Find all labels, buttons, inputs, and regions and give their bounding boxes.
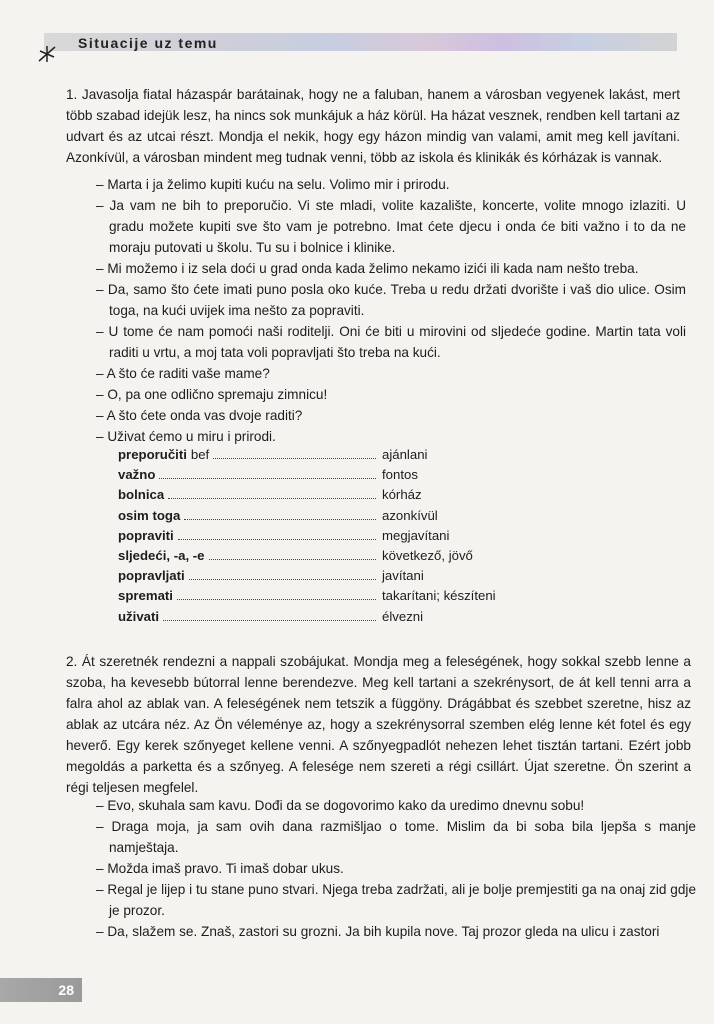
dialogue-line: – Ja vam ne bih to preporučio. Vi ste mladi, volite kazalište, koncerte, volite mnogo izlaziti. U gradu možete kupiti sve što vam je potrebno. Imat ćete djecu i onda će biti važno i to da ne moraju putovati u školu. Tu su i bolnice i klinike. (96, 195, 686, 258)
dialogue-line: – U tome će nam pomoći naši roditelji. Oni će biti u mirovini od sljedeće godine. Martin tata voli raditi u vrtu, a moj tata voli popravljati što treba na kući. (96, 321, 686, 363)
vocab-row (118, 487, 538, 507)
vocab-row (118, 467, 538, 487)
vocab-translation: kórház (382, 487, 422, 503)
vocab-row (118, 588, 538, 608)
vocab-translation: élvezni (382, 608, 424, 624)
vocab-term: sljedeći, -a, -e (118, 547, 205, 563)
vocab-translation: megjavítani (382, 527, 450, 543)
vocab-translation: javítani (382, 568, 424, 584)
vocabulary-list (118, 447, 538, 629)
section-title: Situacije uz temu (78, 35, 218, 51)
task2-dialogue (96, 795, 696, 942)
dialogue-line: – Evo, skuhala sam kavu. Dođi da se dogovorimo kako da uredimo dnevnu sobu! (96, 795, 696, 816)
dialogue-line: – Uživat ćemo u miru i prirodi. (96, 426, 686, 447)
vocab-row (118, 508, 538, 528)
task1-instructions: 1. Javasolja fiatal házaspár barátainak, hogy ne a faluban, hanem a városban vegyenek lakást, mert több szabad idejük lesz, ha nincs sok munkájuk a ház körül. Ha házat vesznek, rendben kell tartani az udvart és az utcai részt. Mondja el nekik, hogy egy házon mindig van valami, amit meg kell javítani. Azonkívül, a városban mindent meg tudnak venni, több az iskola és klinikák és kórházak is vannak. (66, 86, 680, 165)
vocab-term: bolnica (118, 487, 165, 503)
dialogue-line: – Draga moja, ja sam ovih dana razmišljao o tome. Mislim da bi soba bila ljepša s manje namještaja. (96, 816, 696, 858)
vocab-row (118, 609, 538, 629)
vocab-term: važno (118, 467, 156, 483)
vocab-row (118, 568, 538, 588)
vocab-translation: fontos (382, 467, 418, 483)
dialogue-line: – O, pa one odlično spremaju zimnicu! (96, 384, 686, 405)
dialogue-line: – Da, slažem se. Znaš, zastori su grozni. Ja bih kupila nove. Taj prozor gleda na ulicu i zastori (96, 921, 696, 942)
vocab-term: uživati (118, 608, 160, 624)
page-number: 28 (0, 978, 82, 1002)
vocab-term: preporučiti (118, 447, 187, 462)
vocab-translation: azonkívül (382, 507, 438, 523)
vocab-term: osim toga (118, 507, 181, 523)
vocab-translation: következő, jövő (382, 547, 473, 563)
dialogue-line: – Regal je lijep i tu stane puno stvari. Njega treba zadržati, ali je bolje premjestiti ga na onaj zid gdje je prozor. (96, 879, 696, 921)
dialogue-line: – Da, samo što ćete imati puno posla oko kuće. Treba u redu držati dvorište i vaš dio ulice. Osim toga, na kući uvijek ima nešto za popraviti. (96, 279, 686, 321)
vocab-term: spremati (118, 588, 173, 604)
dialogue-line: – Marta i ja želimo kupiti kuću na selu. Volimo mir i prirodu. (96, 174, 686, 195)
vocab-row (118, 548, 538, 568)
vocab-translation: ajánlani (382, 447, 428, 462)
dialogue-line: – Možda imaš pravo. Ti imaš dobar ukus. (96, 858, 696, 879)
star-icon (36, 42, 58, 64)
task2-instructions: 2. Át szeretnék rendezni a nappali szobájukat. Mondja meg a feleségének, hogy sokkal szebb lenne a szoba, ha kevesebb bútorral lenne berendezve. Meg kell tartani a szekrénysort, de át kell tenni arra a falra ahol az ablak van. A feleségének nem tetszik a függöny. Drágábbat és szebbet szeretne, hisz az ablak az utcára néz. Az Ön véleménye az, hogy a szekrénysorral szemben elég lenne két fotel és egy heverő. Egy kerek szőnyeget kellene venni. A szőnyegpadlót nehezen lehet tisztán tartani. Ezért jobb megoldás a parketta és a szőnyeg. A felesége nem szereti a régi csillárt. Újat szeretne. Ön szerint a régi teljesen megfelel. (66, 653, 691, 795)
dialogue-line: – Mi možemo i iz sela doći u grad onda kada želimo nekamo izići ili kada nam nešto treba. (96, 258, 686, 279)
vocab-pos: bef (190, 447, 210, 462)
vocab-row (118, 447, 538, 467)
dialogue-line: – A što će raditi vaše mame? (96, 363, 686, 384)
dialogue-line: – A što ćete onda vas dvoje raditi? (96, 405, 686, 426)
vocab-term: popravljati (118, 568, 185, 584)
task1-dialogue (96, 174, 686, 447)
vocab-row (118, 528, 538, 548)
vocab-term: popraviti (118, 527, 174, 543)
vocab-translation: takarítani; készíteni (382, 588, 496, 604)
